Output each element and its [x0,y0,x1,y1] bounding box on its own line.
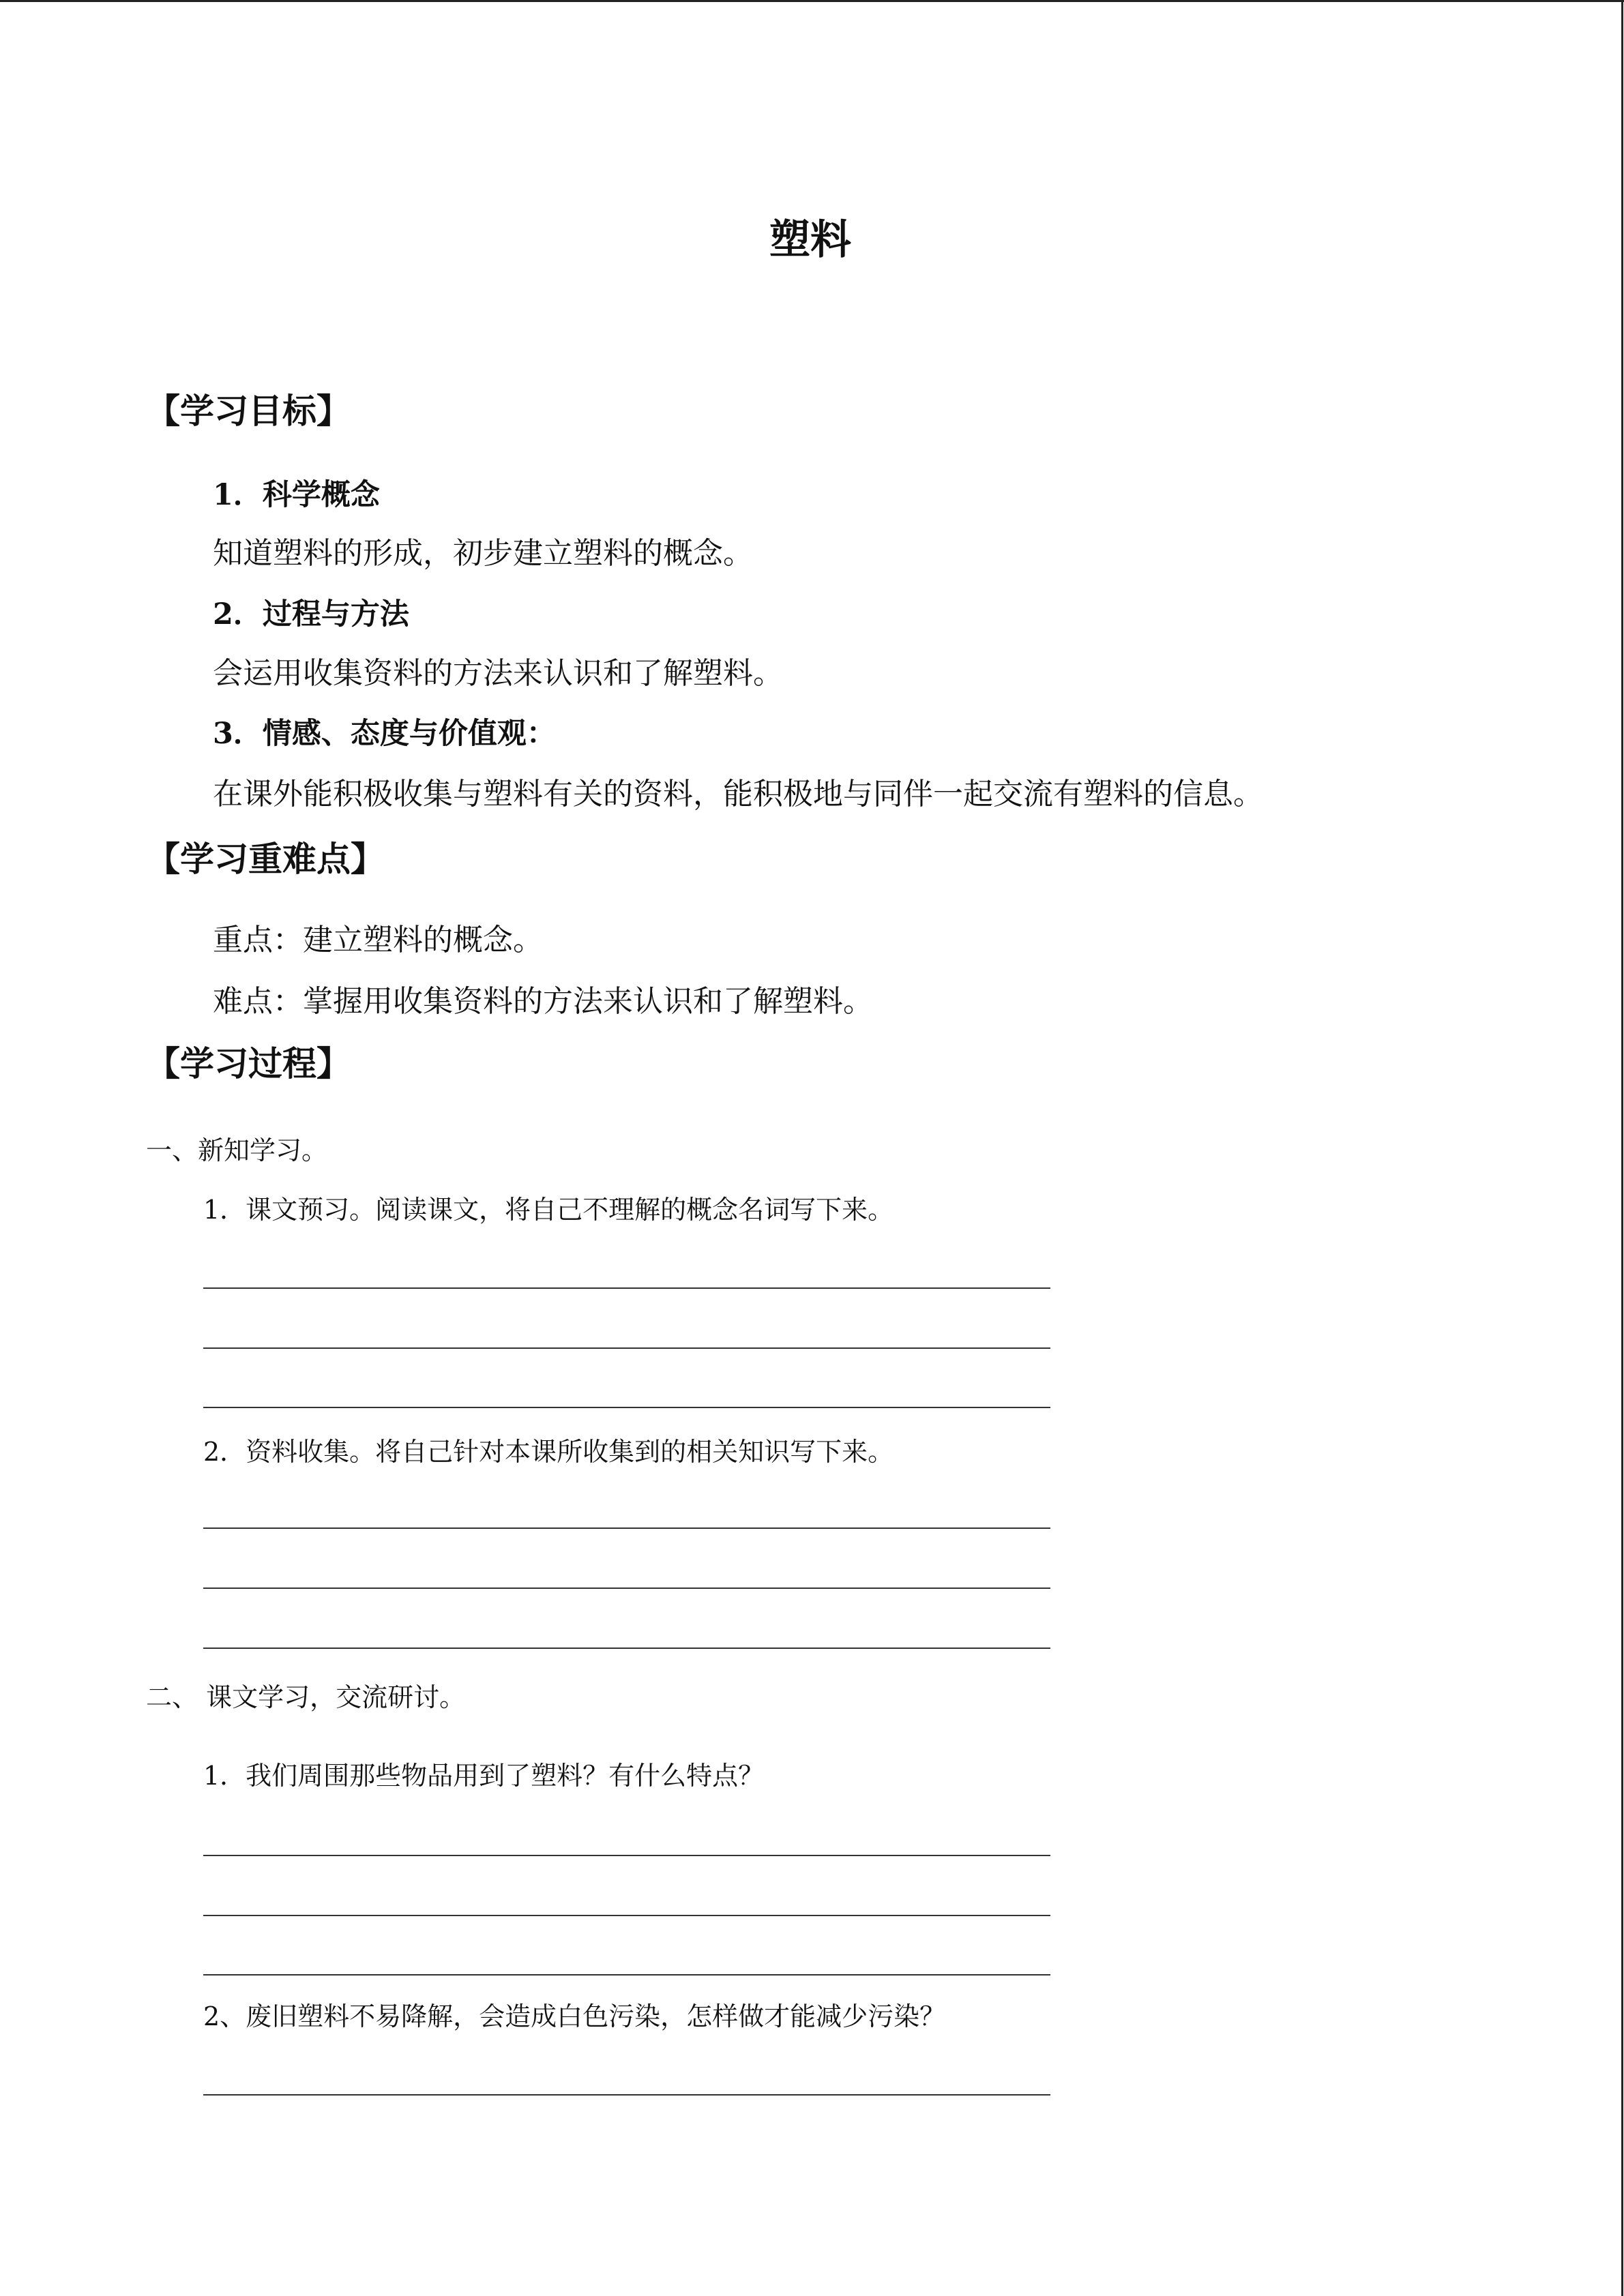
page-border-top [0,0,1624,2]
answer-line[interactable] [203,2094,1050,2096]
part1-question-1: 1．课文预习。阅读课文，将自己不理解的概念名词写下来。 [203,1195,894,1225]
answer-line[interactable] [203,1527,1050,1529]
part2-title: 二、 课文学习，交流研讨。 [146,1682,466,1712]
key-point-text: 重点：建立塑料的概念。 [213,923,543,957]
difficulty-text: 难点：掌握用收集资料的方法来认识和了解塑料。 [213,984,873,1019]
objectives-heading: 【学习目标】 [146,391,351,431]
objective-3-title: 3．情感、态度与价值观： [213,717,556,751]
objective-3-text: 在课外能积极收集与塑料有关的资料，能积极地与同伴一起交流有塑料的信息。 [213,777,1263,811]
answer-line[interactable] [203,1287,1050,1289]
part1-title: 一、新知学习。 [146,1135,328,1165]
key-points-heading: 【学习重难点】 [146,839,385,879]
answer-line[interactable] [203,1648,1050,1649]
objective-1-text: 知道塑料的形成，初步建立塑料的概念。 [213,536,753,571]
part2-question-1: 1．我们周围那些物品用到了塑料？有什么特点？ [203,1761,765,1791]
page-border-right [1621,0,1623,2296]
answer-line[interactable] [203,1974,1050,1976]
answer-line[interactable] [203,1587,1050,1589]
answer-line[interactable] [203,1915,1050,1916]
objective-1-title: 1．科学概念 [213,478,380,512]
objective-2-title: 2．过程与方法 [213,597,409,631]
objective-2-text: 会运用收集资料的方法来认识和了解塑料。 [213,656,783,691]
page-title: 塑料 [769,216,851,264]
answer-line[interactable] [203,1407,1050,1408]
part1-question-2: 2．资料收集。将自己针对本课所收集到的相关知识写下来。 [203,1437,894,1467]
answer-line[interactable] [203,1347,1050,1349]
part2-question-2: 2、废旧塑料不易降解，会造成白色污染，怎样做才能减少污染？ [203,2001,946,2031]
answer-line[interactable] [203,1855,1050,1856]
process-heading: 【学习过程】 [146,1043,351,1084]
